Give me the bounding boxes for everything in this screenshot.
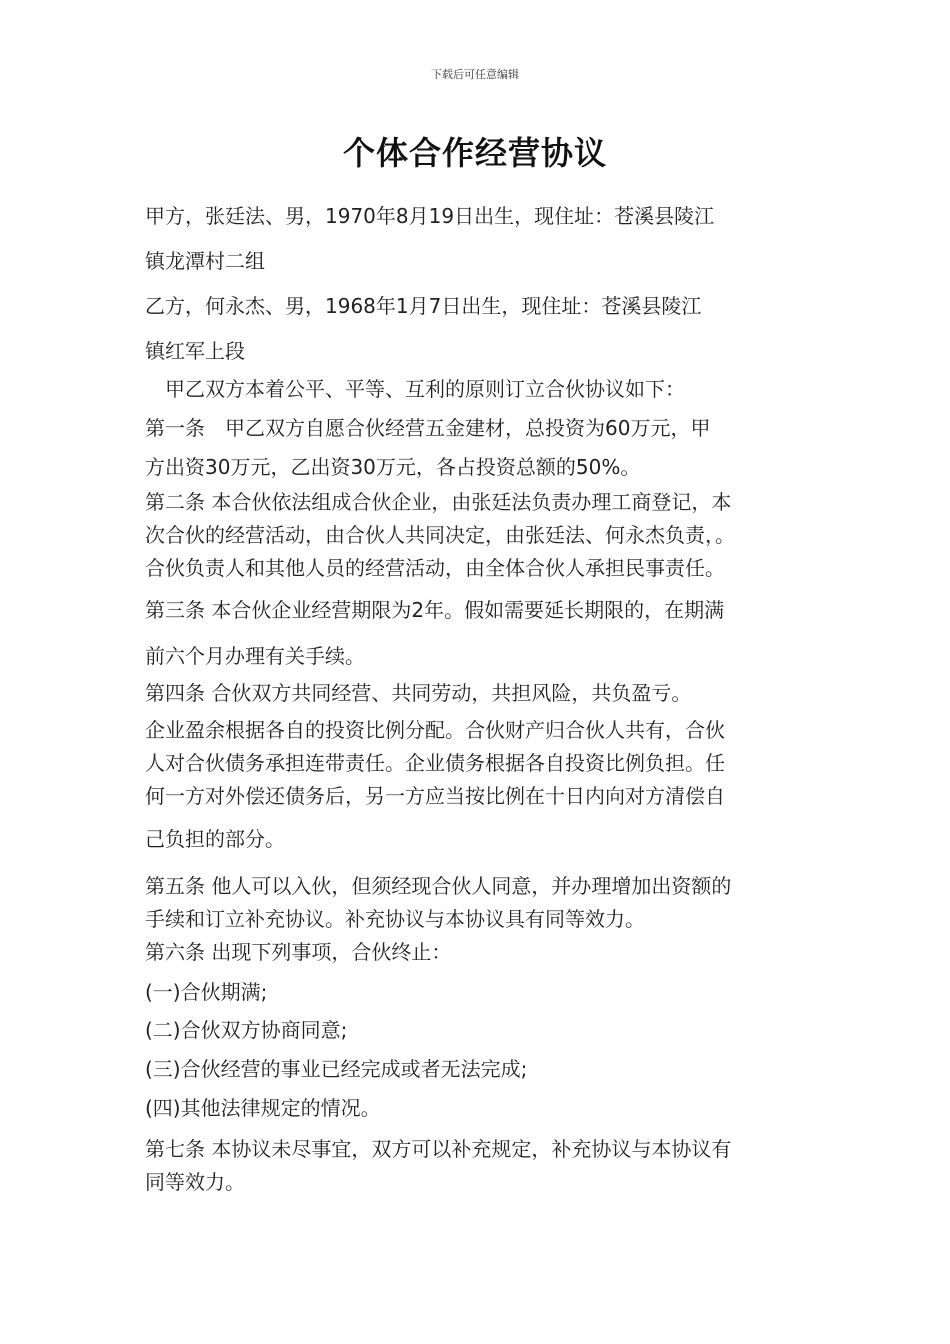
article-2-paragraph: [145, 486, 810, 585]
text-line: 第四条 合伙双方共同经营、共同劳动，共担风险，共负盈亏。: [145, 681, 692, 705]
list-item: [145, 1092, 810, 1125]
party-a-paragraph: [145, 194, 810, 284]
text-line: 乙方，何永杰、男，1968年1月7日出生，现住址：苍溪县陵江: [145, 294, 702, 318]
list-item: [145, 976, 810, 1009]
text-line: 第五条 他人可以入伙，但须经现合伙人同意，并办理增加出资额的: [145, 874, 732, 898]
article-5-paragraph: [145, 870, 810, 936]
text-line: 前六个月办理有关手续。: [145, 644, 365, 668]
article-7-paragraph: [145, 1133, 810, 1199]
text-line: 己负担的部分。: [145, 827, 285, 851]
text-line: 何一方对外偿还债务后，另一方应当按比例在十日内向对方清偿自: [145, 784, 725, 808]
document-title: 个体合作经营协议: [342, 134, 607, 172]
text-line: (三)合伙经营的事业已经完成或者无法完成;: [145, 1057, 528, 1081]
text-line: 同等效力。: [145, 1170, 245, 1194]
list-item: [145, 1014, 810, 1047]
party-b-paragraph: [145, 284, 810, 374]
article-1-paragraph: [145, 409, 810, 487]
text-line: 合伙负责人和其他人员的经营活动，由全体合伙人承担民事责任。: [145, 556, 725, 580]
text-line: 第一条 甲乙双方自愿合伙经营五金建材，总投资为60万元，甲: [145, 416, 711, 440]
text-line: 甲方，张廷法、男，1970年8月19日出生，现住址：苍溪县陵江: [145, 204, 715, 228]
header-note: 下载后可任意编辑: [431, 68, 519, 81]
text-line: (四)其他法律规定的情况。: [145, 1096, 381, 1120]
list-item: [145, 1053, 810, 1086]
text-line: 甲乙双方本着公平、平等、互利的原则订立合伙协议如下：: [145, 377, 685, 401]
text-line: 第三条 本合伙企业经营期限为2年。假如需要延长期限的，在期满: [145, 598, 725, 622]
text-line: 企业盈余根据各自的投资比例分配。合伙财产归合伙人共有，合伙: [145, 718, 725, 742]
article-6-paragraph: [145, 936, 810, 969]
text-line: 手续和订立补充协议。补充协议与本协议具有同等效力。: [145, 907, 645, 931]
text-line: 次合伙的经营活动，由合伙人共同决定，由张廷法、何永杰负责，。: [145, 523, 735, 547]
text-line: 第二条 本合伙依法组成合伙企业，由张廷法负责办理工商登记，本: [145, 490, 732, 514]
text-line: 方出资30万元，乙出资30万元，各占投资总额的50%。: [145, 455, 641, 479]
preamble-paragraph: [145, 373, 810, 406]
text-line: 镇龙潭村二组: [145, 249, 265, 273]
text-line: (二)合伙双方协商同意;: [145, 1018, 348, 1042]
text-line: 第六条 出现下列事项，合伙终止：: [145, 940, 452, 964]
article-4-paragraph: [145, 677, 810, 710]
text-line: 第七条 本协议未尽事宜，双方可以补充规定，补充协议与本协议有: [145, 1137, 732, 1161]
text-line: (一)合伙期满;: [145, 980, 268, 1004]
text-line: 人对合伙债务承担连带责任。企业债务根据各自投资比例负担。任: [145, 751, 725, 775]
profit-sharing-paragraph: [145, 714, 810, 856]
text-line: 镇红军上段: [145, 339, 245, 363]
article-3-paragraph: [145, 587, 810, 679]
